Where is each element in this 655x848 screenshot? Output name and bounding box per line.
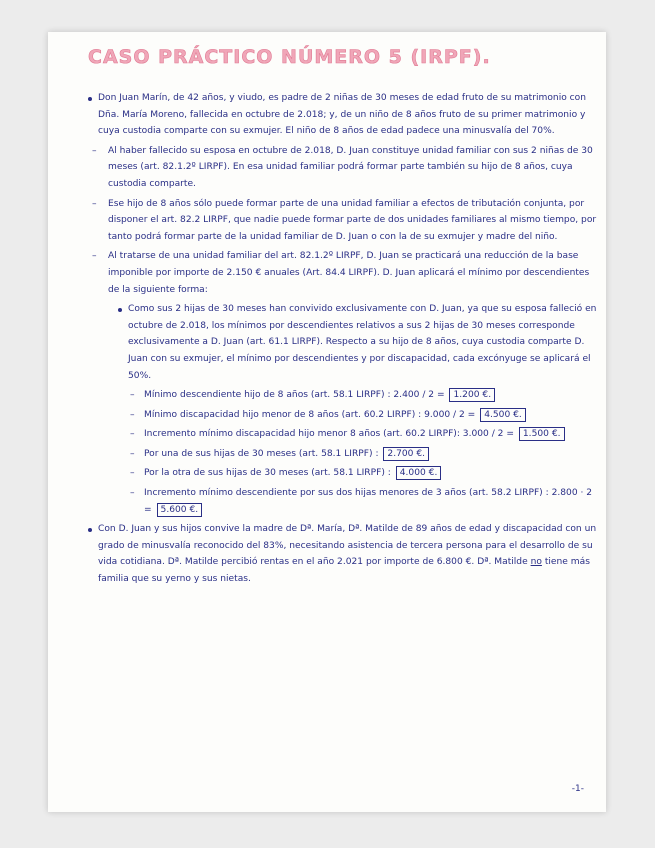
calc-result: 1.500 €.	[519, 427, 565, 441]
calc-item	[88, 485, 598, 518]
dash-icon: –	[130, 429, 135, 440]
calc-item	[88, 426, 598, 443]
document-body	[88, 90, 598, 591]
calc-text: Por la otra de sus hijas de 30 meses (art. 58.1 LIRPF) :	[144, 468, 391, 479]
paragraph-reduccion	[88, 248, 598, 298]
dash-icon: –	[130, 448, 135, 459]
calc-text: Por una de sus hijas de 30 meses (art. 58.1 LIRPF) :	[144, 448, 379, 459]
emphasis-no: no	[530, 557, 542, 568]
calc-item	[88, 465, 598, 482]
page-title: CASO PRÁCTICO NÚMERO 5 (IRPF).	[88, 46, 491, 68]
dash-icon: –	[92, 198, 97, 209]
bullet-icon	[88, 528, 92, 532]
bullet-icon	[118, 308, 122, 312]
dash-icon: –	[92, 145, 97, 156]
calc-item	[88, 407, 598, 424]
paragraph-hijo-8-anos	[88, 196, 598, 246]
calc-result: 5.600 €.	[157, 503, 203, 517]
calc-item	[88, 446, 598, 463]
paragraph-text: Ese hijo de 8 años sólo puede formar parte de una unidad familiar a efectos de tributación conjunta, por disponer el art. 82.2 LIRPF, que nadie puede formar parte de dos unidades familiares al mismo tiempo, por tanto podrá formar parte de la unidad familiar de D. Juan o con la de su exmujer y madre del niño.	[108, 198, 597, 242]
calc-result: 1.200 €.	[449, 388, 495, 402]
calc-text: Incremento mínimo discapacidad hijo menor 8 años (art. 60.2 LIRPF): 3.000 / 2 =	[144, 429, 514, 440]
dash-icon: –	[130, 468, 135, 479]
calc-text: Incremento mínimo descendiente por sus dos hijas menores de 3 años (art. 58.2 LIRPF) : 2.800 · 2 =	[144, 488, 593, 515]
paragraph-text: Don Juan Marín, de 42 años, y viudo, es padre de 2 niñas de 30 meses de edad fruto de su matrimonio con Dña. María Moreno, fallecida en octubre de 2.018; y, de un niño de 8 años fruto de su primer matrimonio y cuya custodia comparte con su exmujer. El niño de 8 años de edad padece una minusvalía del 70%.	[98, 93, 586, 137]
dash-icon: –	[130, 488, 135, 499]
paragraph-text: tiene más familia que su yerno y sus nietas.	[98, 557, 590, 585]
page-number: -1-	[571, 784, 584, 794]
dash-icon: –	[130, 390, 135, 401]
dash-icon: –	[130, 409, 135, 420]
calc-result: 4.500 €.	[480, 408, 526, 422]
calc-result: 4.000 €.	[396, 466, 442, 480]
paragraph-case-intro	[88, 90, 598, 140]
paragraph-unidad-familiar	[88, 143, 598, 193]
calc-result: 2.700 €.	[383, 447, 429, 461]
calc-item	[88, 387, 598, 404]
paragraph-text: Al tratarse de una unidad familiar del art. 82.1.2º LIRPF, D. Juan se practicará una reducción de la base imponible por importe de 2.150 € anuales (Art. 84.4 LIRPF). D. Juan aplicará el mínimo por descendientes de la siguiente forma:	[108, 251, 590, 295]
paragraph-text: Con D. Juan y sus hijos convive la madre de Dª. María, Dª. Matilde de 89 años de edad y discapacidad con un grado de minusvalía reconocido del 83%, necesitando asistencia de tercera persona para el desarrollo de su vida cotidiana. Dª. Matilde percibió rentas en el año 2.021 por importe de 6.800 €. Dª. Matilde	[98, 524, 597, 568]
paragraph-text: Al haber fallecido su esposa en octubre de 2.018, D. Juan constituye unidad familiar con sus 2 niñas de 30 meses (art. 82.1.2º LIRPF). En esa unidad familiar podrá formar parte también su hijo de 8 años, cuya custodia comparte.	[108, 145, 593, 189]
calc-text: Mínimo descendiente hijo de 8 años (art. 58.1 LIRPF) : 2.400 / 2 =	[144, 390, 445, 401]
paragraph-matilde	[88, 521, 598, 587]
notebook-page	[48, 32, 606, 812]
paragraph-minimos	[88, 301, 598, 384]
calc-text: Mínimo discapacidad hijo menor de 8 años (art. 60.2 LIRPF) : 9.000 / 2 =	[144, 409, 476, 420]
dash-icon: –	[92, 251, 97, 262]
paragraph-text: Como sus 2 hijas de 30 meses han convivido exclusivamente con D. Juan, ya que su esposa falleció en octubre de 2.018, los mínimos por descendientes relativos a sus 2 hijas de 30 meses corresponde exclusivamente a D. Juan (art. 61.1 LIRPF). Respecto a su hijo de 8 años, cuya custodia comparte D. Juan con su exmujer, el mínimo por descendientes y por discapacidad, cada excónyuge se aplicará el 50%.	[128, 304, 597, 381]
bullet-icon	[88, 97, 92, 101]
